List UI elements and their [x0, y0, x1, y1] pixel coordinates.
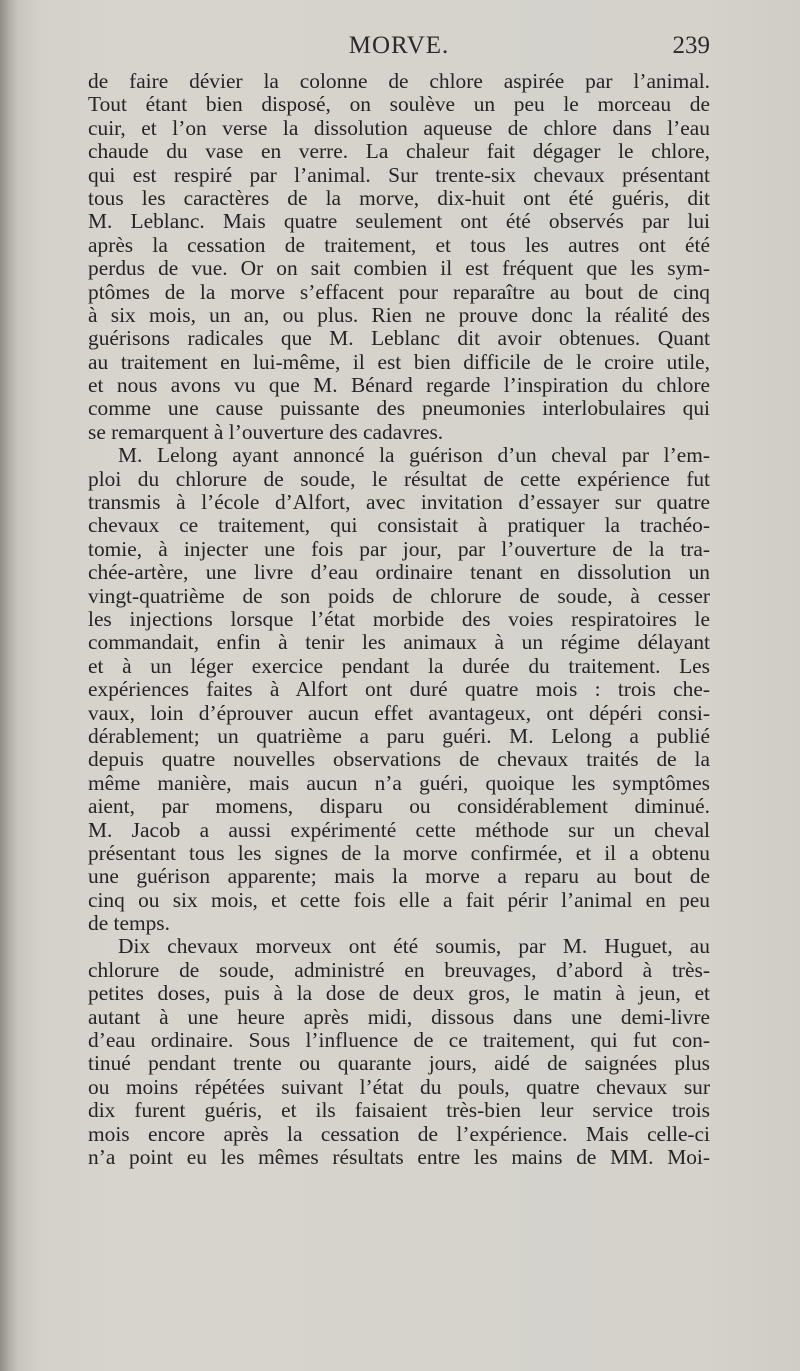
text-line: chlorure de soude, administré en breuvages, d’abord à très-: [88, 957, 710, 982]
text-line: vingt-quatrième de son poids de chlorure de soude, à cesser: [88, 583, 710, 608]
text-line: M. Leblanc. Mais quatre seulement ont été observés par lui: [88, 209, 710, 234]
text-line: et à un léger exercice pendant la durée du traitement. Les: [88, 653, 710, 678]
text-line: guérisons radicales que M. Leblanc dit avoir obtenues. Quant: [88, 326, 710, 351]
text-line: commandait, enfin à tenir les animaux à un régime délayant: [88, 630, 710, 655]
text-line: ou moins répétées suivant l’état du pouls, quatre chevaux sur: [88, 1074, 710, 1099]
text-line: transmis à l’école d’Alfort, avec invitation d’essayer sur quatre: [88, 490, 710, 515]
text-line: tomie, à injecter une fois par jour, par l’ouverture de la tra-: [88, 536, 710, 561]
text-line: d’eau ordinaire. Sous l’influence de ce traitement, qui fut con-: [88, 1028, 710, 1053]
binding-gutter: [0, 0, 18, 1371]
paragraph-start-line: Dix chevaux morveux ont été soumis, par M. Huguet, au: [118, 934, 710, 959]
text-line: après la cessation de traitement, et tous les autres ont été: [88, 232, 710, 257]
paragraph-start-line: M. Lelong ayant annoncé la guérison d’un cheval par l’em-: [118, 443, 710, 468]
text-line: vaux, loin d’éprouver aucun effet avantageux, ont dépéri consi-: [88, 700, 710, 725]
text-line: depuis quatre nouvelles observations de chevaux traités de la: [88, 747, 710, 772]
text-line: à six mois, un an, ou plus. Rien ne prouve donc la réalité des: [88, 302, 710, 327]
page-header: [88, 32, 710, 62]
text-line: M. Jacob a aussi expérimenté cette méthode sur un cheval: [88, 817, 710, 842]
text-line: dix furent guéris, et ils faisaient très-bien leur service trois: [88, 1098, 710, 1123]
text-line: n’a point eu les mêmes résultats entre les mains de MM. Moi-: [88, 1144, 710, 1169]
text-line: présentant tous les signes de la morve confirmée, et il a obtenu: [88, 840, 710, 865]
text-line: perdus de vue. Or on sait combien il est fréquent que les sym-: [88, 256, 710, 281]
text-line: expériences faites à Alfort ont duré quatre mois : trois che-: [88, 677, 710, 702]
body-text: [88, 70, 710, 1169]
running-title: MORVE.: [348, 32, 450, 59]
page-number: 239: [672, 32, 710, 59]
text-line: ploi du chlorure de soude, le résultat de cette expérience fut: [88, 466, 710, 491]
text-line: mois encore après la cessation de l’expérience. Mais celle-ci: [88, 1121, 710, 1146]
text-line: tous les caractères de la morve, dix-huit ont été guéris, dit: [88, 185, 710, 210]
text-line: même manière, mais aucun n’a guéri, quoique les symptômes: [88, 770, 710, 795]
text-line: dérablement; un quatrième a paru guéri. M. Lelong a publié: [88, 723, 710, 748]
text-line: comme une cause puissante des pneumonies interlobulaires qui: [88, 396, 710, 421]
text-line: petites doses, puis à la dose de deux gros, le matin à jeun, et: [88, 981, 710, 1006]
text-line: et nous avons vu que M. Bénard regarde l’inspiration du chlore: [88, 373, 710, 398]
text-line: autant à une heure après midi, dissous dans une demi-livre: [88, 1004, 710, 1029]
text-line: chée-artère, une livre d’eau ordinaire tenant en dissolution un: [88, 560, 710, 585]
text-line: les injections lorsque l’état morbide des voies respiratoires le: [88, 606, 710, 631]
text-line: qui est respiré par l’animal. Sur trente-six chevaux présentant: [88, 162, 710, 187]
text-line: aient, par momens, disparu ou considérablement diminué.: [88, 794, 710, 819]
text-line: une guérison apparente; mais la morve a reparu au bout de: [88, 864, 710, 889]
text-line: chaude du vase en verre. La chaleur fait dégager le chlore,: [88, 139, 710, 164]
text-line: chevaux ce traitement, qui consistait à pratiquer la trachéo-: [88, 513, 710, 538]
paragraph-end-line: de temps.: [88, 911, 170, 936]
text-line: ptômes de la morve s’effacent pour reparaître au bout de cinq: [88, 279, 710, 304]
text-line: Tout étant bien disposé, on soulève un peu le morceau de: [88, 92, 710, 117]
text-line: au traitement en lui-même, il est bien difficile de le croire utile,: [88, 349, 710, 374]
text-line: tinué pendant trente ou quarante jours, aidé de saignées plus: [88, 1051, 710, 1076]
text-line: cinq ou six mois, et cette fois elle a fait périr l’animal en peu: [88, 887, 710, 912]
paragraph-end-line: se remarquent à l’ouverture des cadavres.: [88, 419, 444, 444]
text-line: cuir, et l’on verse la dissolution aqueuse de chlore dans l’eau: [88, 115, 710, 140]
text-line: de faire dévier la colonne de chlore aspirée par l’animal.: [88, 69, 710, 93]
